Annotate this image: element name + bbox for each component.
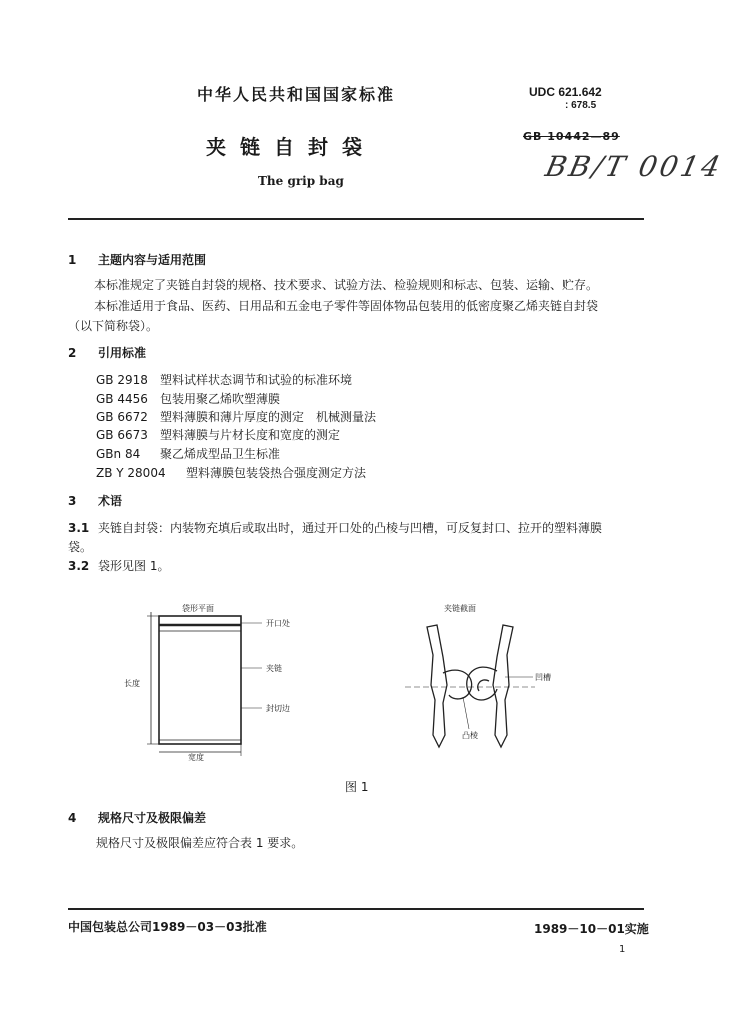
- udc-code: [529, 86, 602, 112]
- groove-inner: [478, 680, 489, 691]
- section-4-paragraph: 规格尺寸及极限偏差应符合表 1 要求。: [96, 836, 304, 850]
- reference-row: [96, 464, 366, 481]
- label-groove: 凹槽: [535, 673, 551, 682]
- section-number: 3: [68, 494, 77, 508]
- page-number: 1: [619, 944, 626, 955]
- section-title: 规格尺寸及极限偏差: [98, 811, 207, 825]
- section-3-heading: [68, 492, 122, 509]
- right-strip: [493, 625, 513, 747]
- label-length: 长度: [124, 679, 140, 688]
- reference-title: 塑料薄膜与片材长度和宽度的测定: [160, 428, 341, 442]
- reference-code: GB 2918: [96, 373, 148, 387]
- label-zipper: 夹链: [266, 664, 282, 673]
- clause-number: 3.1: [68, 521, 90, 535]
- section-number: 1: [68, 253, 77, 267]
- effective-date: 1989－10－01实施: [534, 922, 649, 936]
- section-1-paragraph-1: 本标准规定了夹链自封袋的规格、技术要求、试验方法、检验规则和标志、包装、运输、贮存。: [94, 278, 599, 292]
- header-rule: [68, 218, 644, 220]
- term-3-1: [68, 519, 602, 536]
- reference-title: 塑料试样状态调节和试验的标准环境: [160, 373, 353, 387]
- figure-left-title: 袋形平面: [182, 604, 214, 613]
- reference-row: [96, 445, 280, 462]
- section-2-heading: [68, 344, 146, 361]
- udc-line-2: : 678.5: [565, 100, 597, 111]
- clause-number: 3.2: [68, 559, 90, 573]
- old-standard-number: GB 10442—89: [523, 130, 620, 143]
- reference-code: GB 6672: [96, 410, 148, 424]
- section-title: 引用标准: [98, 346, 147, 360]
- approval-note: 中国包装总公司1989－03－03批准: [68, 920, 267, 934]
- udc-line-1: UDC 621.642: [529, 85, 602, 99]
- section-4-heading: [68, 809, 206, 826]
- section-1-paragraph-2: 本标准适用于食品、医药、日用品和五金电子零件等固体物品包装用的低密度聚乙烯夹链自封袋: [94, 299, 599, 313]
- section-title: 主题内容与适用范围: [98, 253, 207, 267]
- reference-row: [96, 426, 340, 443]
- reference-row: [96, 390, 280, 407]
- reference-code: GB 6673: [96, 428, 148, 442]
- leader-ridge: [463, 697, 469, 729]
- term-3-1-cont: 袋。: [68, 540, 93, 554]
- zipper-cross-section-figure: [405, 615, 565, 765]
- label-seal-edge: 封切边: [266, 704, 290, 713]
- section-number: 4: [68, 811, 77, 825]
- figure-caption: 图 1: [345, 780, 369, 794]
- reference-code: ZB Y 28004: [96, 466, 166, 480]
- term-3-2: [68, 557, 169, 574]
- reference-title: 聚乙烯成型品卫生标准: [160, 447, 281, 461]
- reference-title: 包装用聚乙烯吹塑薄膜: [160, 392, 281, 406]
- bag-plan-figure: [115, 610, 315, 770]
- reference-row: [96, 408, 376, 425]
- section-1-heading: [68, 251, 206, 268]
- reference-title: 塑料薄膜和薄片厚度的测定 机械测量法: [160, 410, 377, 424]
- reference-code: GB 4456: [96, 392, 148, 406]
- reference-row: [96, 371, 352, 388]
- issuing-organization: 中华人民共和国国家标准: [197, 85, 396, 104]
- document-title: 夹链自封袋: [206, 135, 376, 159]
- label-ridge: 凸棱: [462, 731, 478, 740]
- section-number: 2: [68, 346, 77, 360]
- label-opening: 开口处: [266, 619, 290, 628]
- reference-code: GBn 84: [96, 447, 141, 461]
- figure-right-title: 夹链截面: [444, 604, 476, 613]
- term-definition: 夹链自封袋：内装物充填后或取出时，通过开口处的凸棱与凹槽，可反复封口、拉开的塑料薄膜: [98, 521, 603, 535]
- term-definition: 袋形见图 1。: [98, 559, 170, 573]
- section-1-paragraph-2-cont: （以下简称袋）。: [68, 319, 159, 333]
- handwritten-standard-number: BB/T 0014: [542, 150, 726, 183]
- left-strip: [427, 625, 447, 747]
- reference-title: 塑料薄膜包装袋热合强度测定方法: [186, 466, 367, 480]
- footer-rule: [68, 908, 644, 910]
- bag-outline: [159, 616, 241, 744]
- section-title: 术语: [98, 494, 123, 508]
- label-width: 宽度: [188, 753, 204, 762]
- document-title-english: The grip bag: [258, 174, 344, 188]
